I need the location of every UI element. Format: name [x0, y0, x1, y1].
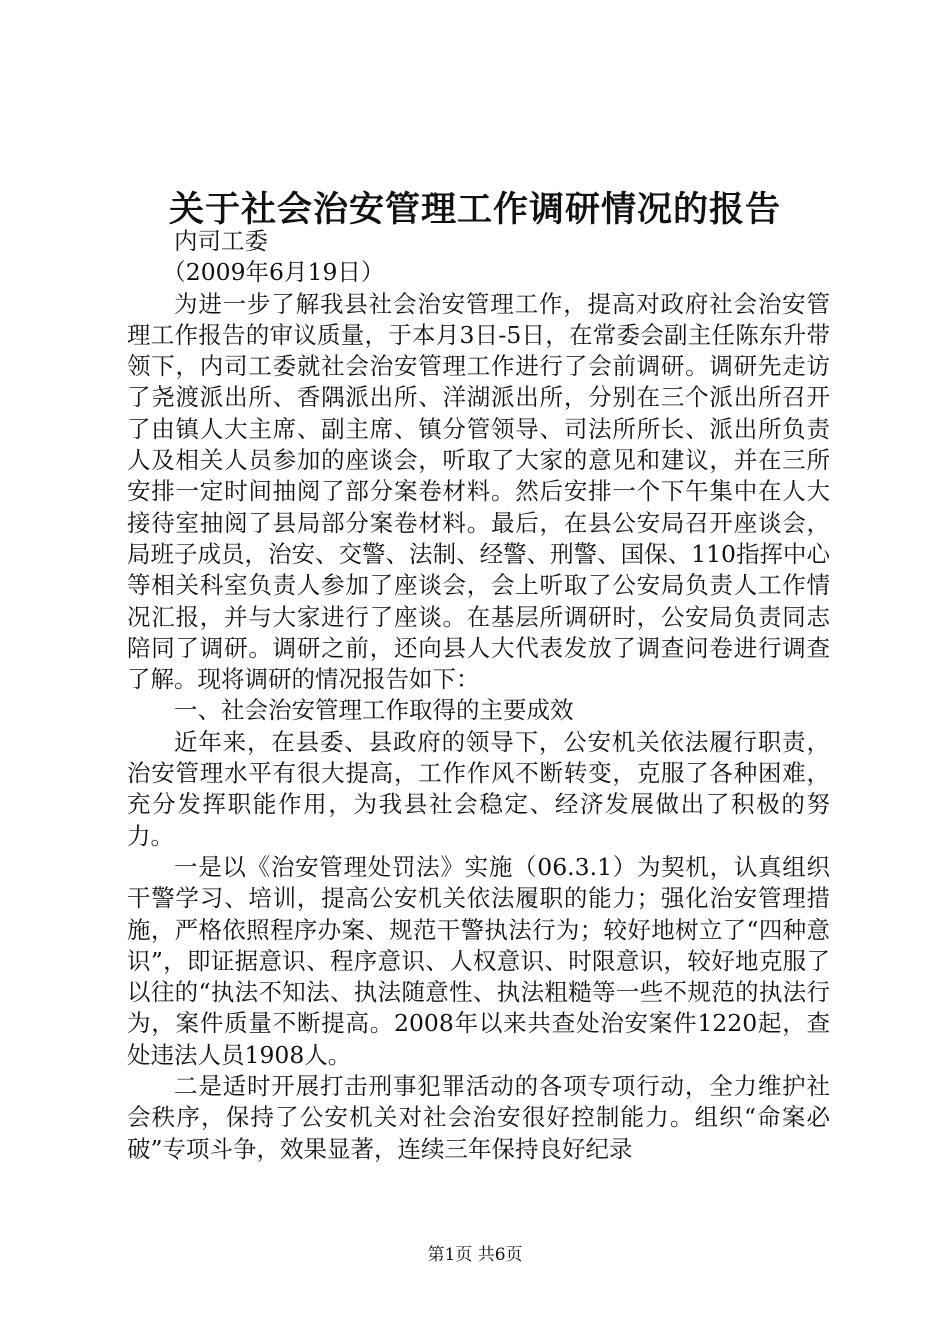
- author-line: 内司工委: [174, 227, 268, 255]
- document-title: 关于社会治安管理工作调研情况的报告: [168, 189, 781, 230]
- paragraph: 近年来，在县委、县政府的领导下，公安机关依法履行职责，治安管理水平有很大提高，工作作风不断转变，克服了各种困难，充分发挥职能作用，为我县社会稳定、经济发展做出了积极的努力。: [127, 727, 830, 850]
- paragraph: 二是适时开展打击刑事犯罪活动的各项专项行动，全力维护社会秩序，保持了公安机关对社会治安很好控制能力。组织“命案必破”专项斗争，效果显著，连续三年保持良好纪录: [127, 1072, 830, 1163]
- paragraph: 一是以《治安管理处罚法》实施（06.3.1）为契机，认真组织干警学习、培训，提高公安机关依法履职的能力；强化治安管理措施，严格依照程序办案、规范干警执法行为；较好地树立了“四种意识”，即证据意识、程序意识、人权意识、时限意识，较好地克服了以往的“执法不知法、执法随意性、执法粗糙等一些不规范的执法行为，案件质量不断提高。2008年以来共查处治安案件1220起，查处违法人员1908人。: [127, 852, 830, 1069]
- date-line: （2009年6月19日）: [162, 258, 385, 287]
- document-body: [127, 226, 830, 1165]
- section-heading: 一、社会治安管理工作取得的主要成效: [174, 696, 574, 725]
- page-footer: 第1页 共6页: [427, 1245, 523, 1265]
- paragraph: 为进一步了解我县社会治安管理工作，提高对政府社会治安管理工作报告的审议质量，于本月3日-5日，在常委会副主任陈东升带领下，内司工委就社会治安管理工作进行了会前调研。调研先走访了尧渡派出所、香隅派出所、洋湖派出所，分别在三个派出所召开了由镇人大主席、副主席、镇分管领导、司法所所长、派出所负责人及相关人员参加的座谈会，听取了大家的意见和建议，并在三所安排一定时间抽阅了部分案卷材料。然后安排一个下午集中在人大接待室抽阅了县局部分案卷材料。最后，在县公安局召开座谈会，局班子成员，治安、交警、法制、经警、刑警、国保、110指挥中心等相关科室负责人参加了座谈会，会上听取了公安局负责人工作情况汇报，并与大家进行了座谈。在基层所调研时，公安局负责同志陪同了调研。调研之前，还向县人大代表发放了调查问卷进行调查了解。现将调研的情况报告如下：: [127, 289, 830, 694]
